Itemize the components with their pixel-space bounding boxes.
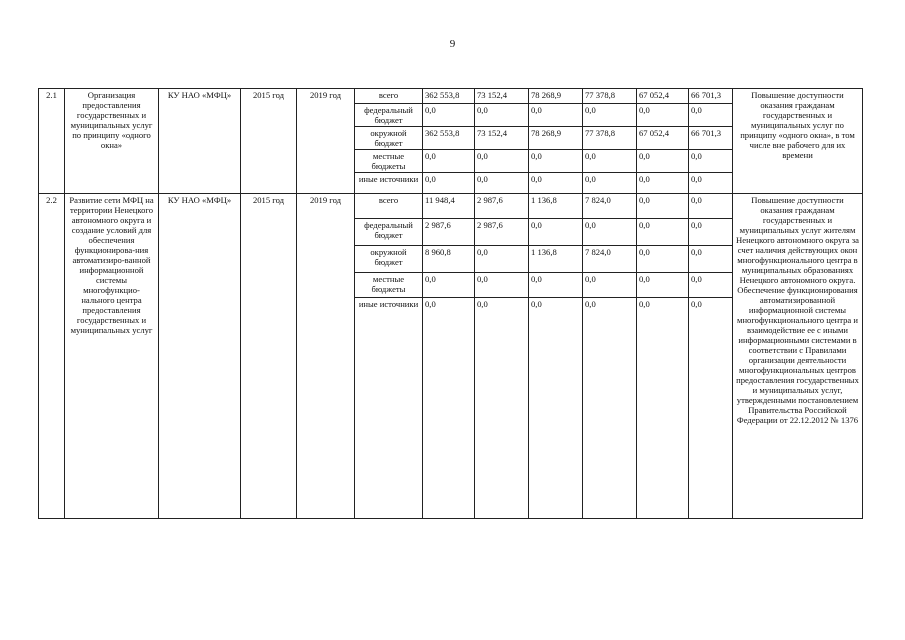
funding-source-cell: федеральный бюджет (355, 104, 423, 127)
amount-cell: 0,0 (529, 104, 583, 127)
expected-result-cell: Повышение доступности оказания гражданам государственных и муниципальных услуг по принципу «одного окна», в том числе вне рабочего для их времени (733, 89, 863, 194)
amount-cell: 67 052,4 (637, 127, 689, 150)
amount-cell: 0,0 (475, 298, 529, 519)
amount-cell: 66 701,3 (689, 127, 733, 150)
amount-cell: 0,0 (423, 173, 475, 194)
executor-cell: КУ НАО «МФЦ» (159, 89, 241, 194)
end-year-cell: 2019 год (297, 194, 355, 519)
amount-cell: 66 701,3 (689, 89, 733, 104)
start-year-cell: 2015 год (241, 89, 297, 194)
amount-cell: 78 268,9 (529, 89, 583, 104)
amount-cell: 67 052,4 (637, 89, 689, 104)
amount-cell: 0,0 (689, 173, 733, 194)
amount-cell: 0,0 (689, 150, 733, 173)
amount-cell: 0,0 (637, 194, 689, 219)
table-body (39, 89, 863, 519)
amount-cell: 0,0 (637, 173, 689, 194)
amount-cell: 0,0 (529, 173, 583, 194)
amount-cell: 2 987,6 (475, 194, 529, 219)
amount-cell: 0,0 (423, 298, 475, 519)
amount-cell: 0,0 (689, 104, 733, 127)
amount-cell: 362 553,8 (423, 127, 475, 150)
amount-cell: 0,0 (583, 298, 637, 519)
amount-cell: 1 136,8 (529, 246, 583, 273)
amount-cell: 0,0 (583, 219, 637, 246)
amount-cell: 0,0 (689, 273, 733, 298)
amount-cell: 8 960,8 (423, 246, 475, 273)
amount-cell: 78 268,9 (529, 127, 583, 150)
amount-cell: 0,0 (475, 246, 529, 273)
executor-cell: КУ НАО «МФЦ» (159, 194, 241, 519)
program-activities-table (38, 88, 863, 519)
amount-cell: 0,0 (637, 219, 689, 246)
amount-cell: 73 152,4 (475, 127, 529, 150)
amount-cell: 0,0 (529, 273, 583, 298)
amount-cell: 0,0 (583, 150, 637, 173)
funding-source-cell: окружной бюджет (355, 246, 423, 273)
funding-source-cell: местные бюджеты (355, 273, 423, 298)
amount-cell: 0,0 (475, 150, 529, 173)
start-year-cell: 2015 год (241, 194, 297, 519)
amount-cell: 0,0 (475, 104, 529, 127)
amount-cell: 0,0 (475, 273, 529, 298)
row-number-cell: 2.1 (39, 89, 65, 194)
amount-cell: 0,0 (583, 104, 637, 127)
activity-name-cell: Организация предоставления государственных и муниципальных услуг по принципу «одного окна» (65, 89, 159, 194)
funding-source-cell: местные бюджеты (355, 150, 423, 173)
amount-cell: 0,0 (529, 298, 583, 519)
activity-name-cell: Развитие сети МФЦ на территории Ненецкого автономного округа и создание условий для обеспечения функционирова-ния автоматизиро-ванной информационной системы многофункцио-нального центра предоставления государственных и муниципальных услуг (65, 194, 159, 519)
amount-cell: 0,0 (529, 219, 583, 246)
amount-cell: 0,0 (689, 298, 733, 519)
amount-cell: 2 987,6 (475, 219, 529, 246)
amount-cell: 77 378,8 (583, 127, 637, 150)
amount-cell: 0,0 (529, 150, 583, 173)
amount-cell: 77 378,8 (583, 89, 637, 104)
page-number: 9 (449, 38, 456, 50)
amount-cell: 0,0 (689, 219, 733, 246)
amount-cell: 0,0 (689, 246, 733, 273)
funding-source-cell: иные источники (355, 298, 423, 519)
amount-cell: 0,0 (423, 150, 475, 173)
amount-cell: 0,0 (637, 150, 689, 173)
amount-cell: 1 136,8 (529, 194, 583, 219)
amount-cell: 0,0 (637, 298, 689, 519)
amount-cell: 362 553,8 (423, 89, 475, 104)
table-row (39, 194, 863, 219)
amount-cell: 7 824,0 (583, 246, 637, 273)
amount-cell: 7 824,0 (583, 194, 637, 219)
amount-cell: 0,0 (423, 104, 475, 127)
amount-cell: 11 948,4 (423, 194, 475, 219)
row-number-cell: 2.2 (39, 194, 65, 519)
table-row (39, 89, 863, 104)
expected-result-cell: Повышение доступности оказания гражданам государственных и муниципальных услуг жителям Ненецкого автономного округа за счет наличия действующих окон многофункционального центра в муниципальных образованиях Ненецкого автономного округа. Обеспечение функционирования автоматизированной информационной системы многофункционального центра и взаимодействие ее с иными информационными системами в соответствии с Правилами организации деятельности многофункциональных центров предоставления государственных и муниципальных услуг, утвержденными постановлением Правительства Российской Федерации от 22.12.2012 № 1376 (733, 194, 863, 519)
funding-source-cell: окружной бюджет (355, 127, 423, 150)
amount-cell: 0,0 (583, 273, 637, 298)
amount-cell: 0,0 (637, 104, 689, 127)
funding-source-cell: иные источники (355, 173, 423, 194)
amount-cell: 0,0 (637, 246, 689, 273)
amount-cell: 0,0 (637, 273, 689, 298)
amount-cell: 0,0 (475, 173, 529, 194)
amount-cell: 2 987,6 (423, 219, 475, 246)
funding-source-cell: всего (355, 89, 423, 104)
amount-cell: 0,0 (583, 173, 637, 194)
amount-cell: 0,0 (423, 273, 475, 298)
amount-cell: 73 152,4 (475, 89, 529, 104)
funding-source-cell: всего (355, 194, 423, 219)
funding-source-cell: федеральный бюджет (355, 219, 423, 246)
amount-cell: 0,0 (689, 194, 733, 219)
end-year-cell: 2019 год (297, 89, 355, 194)
